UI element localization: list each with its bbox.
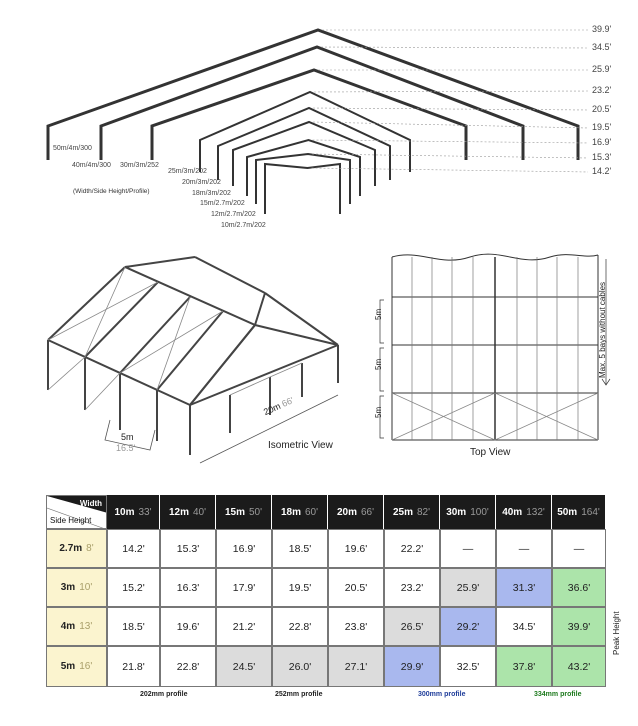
peak-height-label: 25.9' (592, 64, 612, 74)
peak-height-cell: 15.3' (160, 529, 216, 568)
peak-height-cell: 21.8' (107, 646, 160, 687)
profile-label: 252mm profile (275, 691, 323, 698)
peak-height-cell: 27.1' (328, 646, 384, 687)
width-ft: 164' (581, 506, 600, 518)
peak-height-cell: 29.9' (384, 646, 440, 687)
width-m: 20m (336, 506, 357, 518)
peak-height-table (46, 495, 606, 687)
width-m: 40m (502, 506, 523, 518)
width-column-header (552, 495, 606, 529)
side-height-row-header (46, 646, 107, 687)
peak-height-label: 20.5' (592, 104, 612, 114)
profile-label: 202mm profile (140, 691, 188, 698)
frame-spec-label: 15m/2.7m/202 (200, 200, 245, 207)
width-column-header (272, 495, 328, 529)
peak-height-label: 34.5' (592, 42, 612, 52)
side-height-row-header (46, 607, 107, 646)
width-m: 30m (446, 506, 467, 518)
peak-height-cell: 36.6' (552, 568, 606, 607)
height-leader-line (321, 47, 588, 48)
height-leader-line (313, 108, 588, 110)
peak-height-label: 15.3' (592, 152, 612, 162)
frame-spec-label: 30m/3m/252 (120, 162, 159, 169)
length-label: 20m 66' (262, 395, 296, 418)
peak-height-cell: 19.6' (160, 607, 216, 646)
peak-height-label: 39.9' (592, 24, 612, 34)
width-ft: 60' (304, 506, 319, 518)
peak-height-label: 19.5' (592, 122, 612, 132)
frame-elevation-diagram (0, 0, 638, 240)
width-ft: 82' (416, 506, 431, 518)
peak-height-cell: 31.3' (496, 568, 552, 607)
peak-height-cell: 43.2' (552, 646, 606, 687)
frame-spec-label: 10m/2.7m/202 (221, 222, 266, 229)
frame-spec-label: 50m/4m/300 (53, 145, 92, 152)
peak-height-cell: 32.5' (440, 646, 496, 687)
top-view-bay-label-1: 5m (374, 308, 383, 320)
peak-height-cell: — (496, 529, 552, 568)
frame-spec-label: 12m/2.7m/202 (211, 211, 256, 218)
peak-height-cell: 19.6' (328, 529, 384, 568)
peak-height-cell: 26.5' (384, 607, 440, 646)
top-view-drawing (370, 245, 620, 445)
side-height-row-header (46, 529, 107, 568)
peak-height-cell: — (440, 529, 496, 568)
peak-height-cell: 18.5' (107, 607, 160, 646)
peak-height-cell: 15.2' (107, 568, 160, 607)
frame-outline (200, 92, 410, 172)
width-column-header (328, 495, 384, 529)
width-m: 15m (224, 506, 245, 518)
peak-height-cell: 39.9' (552, 607, 606, 646)
side-height-header-title: Side Height (50, 516, 92, 525)
bay-width-label: 5m (121, 432, 134, 442)
peak-height-cell: 14.2' (107, 529, 160, 568)
side-height-ft: 10' (79, 582, 93, 593)
peak-height-cell: 24.5' (216, 646, 272, 687)
peak-height-cell: — (552, 529, 606, 568)
bay-width-ft-label: 16.5' (116, 443, 136, 453)
peak-height-label: 23.2' (592, 85, 612, 95)
peak-height-cell: 29.2' (440, 607, 496, 646)
peak-height-cell: 23.2' (384, 568, 440, 607)
isometric-tent-drawing (30, 245, 360, 465)
side-height-ft: 16' (79, 661, 93, 672)
table-corner (46, 495, 107, 529)
peak-height-cell: 17.9' (216, 568, 272, 607)
width-column-header (216, 495, 272, 529)
peak-height-label: 14.2' (592, 166, 612, 176)
peak-height-cell: 19.5' (272, 568, 328, 607)
side-height-m: 4m (60, 621, 76, 632)
frame-outline (101, 47, 523, 160)
width-ft: 40' (192, 506, 207, 518)
width-ft: 100' (470, 506, 489, 518)
top-view-bay-label-2: 5m (374, 358, 383, 370)
peak-height-cell: 37.8' (496, 646, 552, 687)
top-view-bay-label-3: 5m (374, 406, 383, 418)
isometric-caption: Isometric View (268, 440, 333, 451)
frame-spec-label: 18m/3m/202 (192, 190, 231, 197)
height-leader-line (314, 91, 588, 92)
side-height-m: 2.7m (59, 543, 83, 554)
peak-height-cell: 21.2' (216, 607, 272, 646)
peak-height-cell: 22.8' (160, 646, 216, 687)
width-ft: 132' (526, 506, 545, 518)
width-m: 18m (280, 506, 301, 518)
side-height-m: 3m (60, 582, 76, 593)
profile-label: 300mm profile (418, 691, 466, 698)
frame-spec-label: 20m/3m/202 (182, 179, 221, 186)
profile-label: 334mm profile (534, 691, 582, 698)
peak-height-cell: 18.5' (272, 529, 328, 568)
peak-height-label: 16.9' (592, 137, 612, 147)
peak-height-side-label: Peak Height (612, 611, 621, 655)
height-leader-line (313, 122, 588, 128)
width-column-header (107, 495, 160, 529)
peak-height-cell: 16.3' (160, 568, 216, 607)
peak-height-cell: 20.5' (328, 568, 384, 607)
peak-height-cell: 23.8' (328, 607, 384, 646)
side-height-ft: 13' (79, 621, 93, 632)
width-column-header (496, 495, 552, 529)
width-column-header (440, 495, 496, 529)
side-height-m: 5m (60, 661, 76, 672)
width-m: 25m (392, 506, 413, 518)
height-leader-line (312, 168, 589, 172)
top-view-side-note: Max. 5 bays without cables (598, 281, 607, 378)
peak-height-cell: 22.8' (272, 607, 328, 646)
side-height-ft: 8' (86, 543, 94, 554)
elevation-legend: (Width/Side Height/Profile) (73, 188, 150, 195)
frame-spec-label: 40m/4m/300 (72, 162, 111, 169)
width-m: 12m (168, 506, 189, 518)
peak-height-cell: 34.5' (496, 607, 552, 646)
peak-height-cell: 16.9' (216, 529, 272, 568)
width-ft: 50' (248, 506, 263, 518)
width-column-header (384, 495, 440, 529)
peak-height-cell: 26.0' (272, 646, 328, 687)
peak-height-cell: 22.2' (384, 529, 440, 568)
frame-spec-label: 25m/3m/202 (168, 168, 207, 175)
width-column-header (160, 495, 216, 529)
width-header-title: Width (79, 499, 102, 508)
width-ft: 66' (360, 506, 375, 518)
width-ft: 33' (138, 506, 152, 518)
top-view-caption: Top View (470, 447, 511, 458)
frame-outline (256, 154, 350, 204)
height-leader-line (312, 154, 588, 158)
peak-height-cell: 25.9' (440, 568, 496, 607)
width-m: 50m (557, 506, 578, 518)
frame-outline (265, 164, 340, 214)
width-m: 10m (114, 506, 135, 518)
side-height-row-header (46, 568, 107, 607)
